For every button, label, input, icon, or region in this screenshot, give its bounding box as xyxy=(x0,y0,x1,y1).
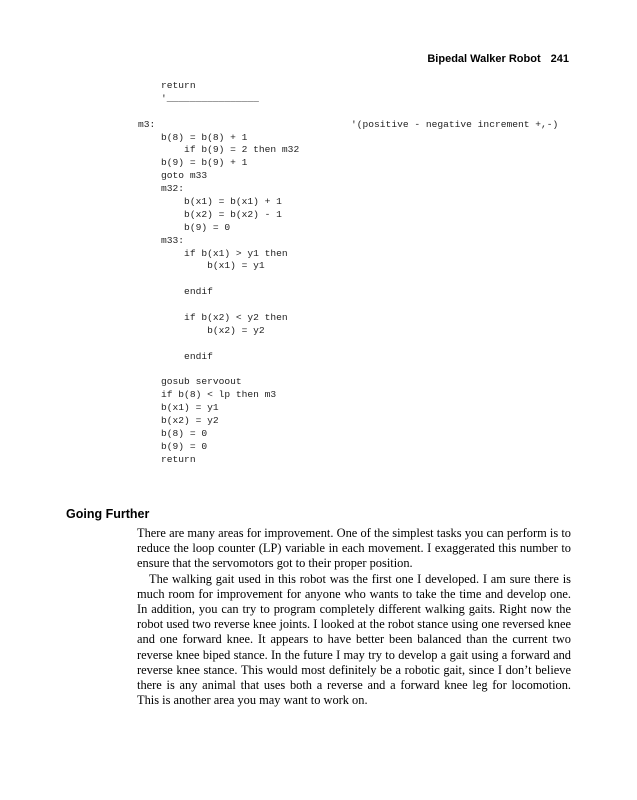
code-line xyxy=(138,364,558,377)
code-line: m33: xyxy=(138,234,185,246)
code-line xyxy=(138,338,558,351)
section-heading: Going Further xyxy=(66,507,150,521)
code-line xyxy=(138,106,558,119)
code-line: b(8) = b(8) + 1 xyxy=(138,131,248,143)
code-line: b(9) = b(9) + 1 xyxy=(138,157,248,169)
code-line xyxy=(138,299,558,312)
code-line: b(x2) = y2 xyxy=(138,415,219,427)
section-body xyxy=(137,526,571,708)
running-title: Bipedal Walker Robot xyxy=(427,53,541,65)
code-line: m32: xyxy=(138,183,185,195)
code-line: if b(8) < lp then m3 xyxy=(138,389,277,401)
code-line: b(9) = 0 xyxy=(138,221,231,233)
code-line: b(x2) = b(x2) - 1 xyxy=(138,208,282,220)
code-line: if b(x2) < y2 then xyxy=(138,312,288,324)
code-line: b(x1) = y1 xyxy=(138,260,265,272)
code-line: if b(9) = 2 then m32 xyxy=(138,144,300,156)
code-line: b(x1) = b(x1) + 1 xyxy=(138,196,282,208)
code-line: b(x2) = y2 xyxy=(138,324,265,336)
code-line: b(x1) = y1 xyxy=(138,402,219,414)
code-line: endif xyxy=(138,286,213,298)
code-line: goto m33 xyxy=(138,170,208,182)
code-line: b(9) = 0 xyxy=(138,440,208,452)
code-line: endif xyxy=(138,350,213,362)
code-line: return xyxy=(138,453,196,465)
code-line: m3: '(positive - negative increment +,-) xyxy=(138,118,559,130)
paragraph: The walking gait used in this robot was the first one I developed. I am sure there is much room for improvement for anyone who wants to take the time and develop one. In addition, you can try to program completely different walking gaits. Right now the robot used two reverse knee joints. I looked at the robot stance using one reversed knee and one forward knee. It appears to have better been balanced than the current two reverse knee biped stance. In the future I may try to develop a gait using a forward and reverse knee stance. This would most definitely be a robotic gait, since I don’t believe there is any animal that uses both a reverse and a forward knee leg for locomotion. This is another area you may want to work on. xyxy=(137,571,571,708)
code-line: gosub servoout xyxy=(138,376,242,388)
code-listing xyxy=(138,80,558,467)
code-line: return xyxy=(138,80,196,91)
page-number: 241 xyxy=(550,53,569,65)
code-line xyxy=(138,273,558,286)
code-line: if b(x1) > y1 then xyxy=(138,247,288,259)
paragraph: There are many areas for improvement. One of the simplest tasks you can perform is to reduce the loop counter (LP) variable in each movement. I exaggerated this number to ensure that the servomotors got to their proper position. xyxy=(137,526,571,571)
running-head xyxy=(427,53,569,65)
code-line: b(8) = 0 xyxy=(138,428,208,440)
code-line: '________________ xyxy=(138,92,259,104)
